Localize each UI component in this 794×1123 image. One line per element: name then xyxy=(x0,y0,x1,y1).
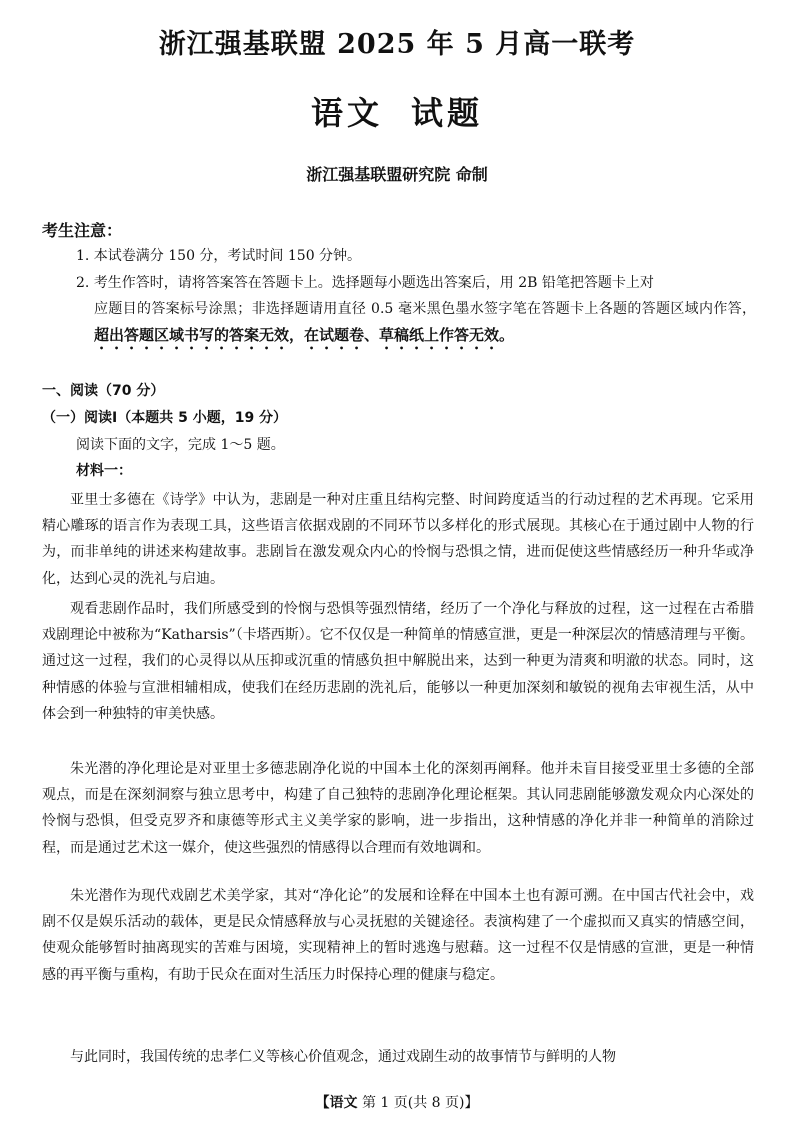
paragraph: 观看悲剧作品时，我们所感受到的怜悯与恐惧等强烈情绪，经历了一个净化与释放的过程，这一过程在古希腊戏剧理论中被称为“Katharsis”（卡塔西斯）。它不仅仅是一种简单的情感宣泄，更是一种深层次的情感清理与平衡。通过这一过程，我们的心灵得以从压抑或沉重的情感负担中解脱出来，达到一种更为清爽和明澈的状态。同时，这种情感的体验与宣泄相辅相成，使我们在经历悲剧的洗礼后，能够以一种更加深刻和敏锐的视角去审视生活，从中体会到一种独特的审美快感。 xyxy=(42,601,754,722)
paragraph: 朱光潜作为现代戏剧艺术美学家，其对“净化论”的发展和诠释在中国本土也有源可溯。在中国古代社会中，戏剧不仅是娱乐活动的载体，更是民众情感释放与心灵抚慰的关键途径。表演构建了一个虚拟而又真实的情感空间，使观众能够暂时抽离现实的苦难与困境，实现精神上的暂时逃逸与慰藉。这一过程不仅是情感的宣泄，更是一种情感的再平衡与重构，有助于民众在面对生活压力时保持心理的健康与稳定。 xyxy=(42,888,754,983)
exam-title: 浙江强基联盟 2025 年 5 月高一联考 xyxy=(158,29,636,60)
page-footer xyxy=(0,1092,794,1112)
paragraph: 与此同时，我国传统的忠孝仁义等核心价值观念，通过戏剧生动的故事情节与鲜明的人物 xyxy=(70,1049,616,1065)
subject-name: 语文 xyxy=(310,94,383,132)
notice-item-2 xyxy=(76,270,756,353)
notice-item-2-line1: 2. 考生作答时，请将答案答在答题卡上。选择题每小题选出答案后，用 2B 铅笔把答题卡上对 xyxy=(76,275,654,291)
section-heading: 一、阅读（70 分） xyxy=(42,383,165,399)
notice-heading: 考生注意： xyxy=(42,221,123,240)
notice-item-2-continued xyxy=(76,296,756,353)
subsection-heading: （一）阅读Ⅰ（本题共 5 小题，19 分） xyxy=(42,410,288,426)
notice-item-2-text: 应题目的答案标号涂黑；非选择题请用直径 0.5 毫米黑色墨水签字笔在答题卡上各题的答题区域内作答， xyxy=(94,301,756,317)
producer-line: 浙江强基联盟研究院 命制 xyxy=(306,165,488,184)
paragraph: 亚里士多德在《诗学》中认为，悲剧是一种对庄重且结构完整、时间跨度适当的行动过程的艺术再现。它采用精心雕琢的语言作为表现工具，这些语言依据戏剧的不同环节以多样化的形式展现。其核心在于通过剧中人物的行为，而非单纯的讲述来构建故事。悲剧旨在激发观众内心的怜悯与恐惧之情，进而促使这些情感经历一种升华或净化，达到心灵的洗礼与启迪。 xyxy=(42,492,754,587)
notice-emphasis: 超出答题区域书写的答案无效，在试题卷、草稿纸上作答无效。 xyxy=(94,326,515,344)
notice-item-1: 1. 本试卷满分 150 分，考试时间 150 分钟。 xyxy=(76,248,362,264)
reading-instruction: 阅读下面的文字，完成 1～5 题。 xyxy=(76,437,285,453)
footer-page-number: 第 1 页(共 8 页)】 xyxy=(361,1095,479,1111)
subject-heading xyxy=(0,88,794,134)
material-label: 材料一： xyxy=(76,463,132,479)
paragraph: 朱光潜的净化理论是对亚里士多德悲剧净化说的中国本土化的深刻再阐释。他并未盲目接受亚里士多德的全部观点，而是在深刻洞察与独立思考中，构建了自己独特的悲剧净化理论框架。其认同悲剧能够激发观众内心深处的怜悯与恐惧，但受克罗齐和康德等形式主义美学家的影响，进一步指出，这种情感的净化并非一种简单的消除过程，而是通过艺术这一媒介，使这些强烈的情感得以合理而有效地调和。 xyxy=(42,761,754,856)
paper-label: 试题 xyxy=(411,94,484,132)
footer-subject: 【语文 xyxy=(315,1095,358,1111)
